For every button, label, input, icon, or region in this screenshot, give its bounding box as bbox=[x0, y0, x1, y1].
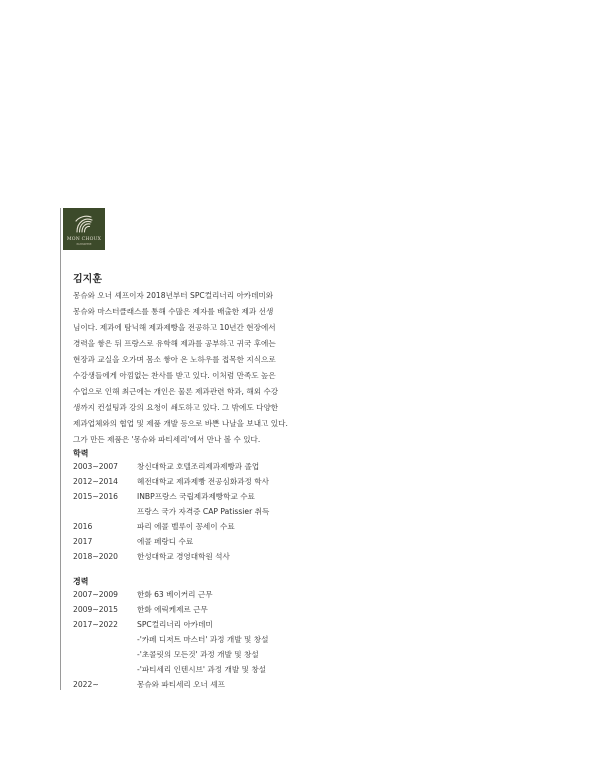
education-row bbox=[73, 534, 303, 549]
career-desc: SPC컬리너리 아카데미 bbox=[137, 620, 213, 629]
education-year: 2016 bbox=[73, 522, 93, 531]
education-year: 2012~2014 bbox=[73, 477, 119, 486]
education-year: 2015~2016 bbox=[73, 492, 119, 501]
bio-line: 수강생들에게 아낌없는 찬사를 받고 있다. 이처럼 만족도 높은 bbox=[73, 371, 276, 380]
bio-line: 현장과 교실을 오가며 몸소 쌓아 온 노하우를 접목한 지식으로 bbox=[73, 355, 276, 364]
education-desc: 혜전대학교 제과제빵 전공심화과정 학사 bbox=[137, 477, 269, 486]
career-row bbox=[73, 632, 303, 647]
education-desc: 한성대학교 경영대학원 석사 bbox=[137, 552, 230, 561]
education-row bbox=[73, 519, 303, 534]
career-desc: -'카페 디저트 마스터' 과정 개발 및 창설 bbox=[137, 635, 269, 644]
education-row bbox=[73, 549, 303, 564]
education-desc: 창신대학교 호텔조리제과제빵과 졸업 bbox=[137, 462, 260, 471]
bio-line: 몽슈와 오너 셰프이자 2018년부터 SPC컬리너리 아카데미와 bbox=[73, 291, 274, 300]
education-row bbox=[73, 474, 303, 489]
bio-line: 수업으로 인해 최근에는 개인은 물론 제과관련 학과, 해외 수강 bbox=[73, 387, 279, 396]
education-desc: 파리 에콜 벨루이 꽁세이 수료 bbox=[137, 522, 235, 531]
education-desc: 에콜 페랑디 수료 bbox=[137, 537, 194, 546]
career-year: 2009~2015 bbox=[73, 605, 119, 614]
education-row bbox=[73, 459, 303, 474]
bio-line: 그가 만든 제품은 '몽슈와 파티세리'에서 만나 볼 수 있다. bbox=[73, 435, 261, 444]
bio-line: 님이다. 제과에 탐닉해 제과제빵을 전공하고 10년간 현장에서 bbox=[73, 323, 276, 332]
education-heading: 학력 bbox=[73, 449, 89, 458]
career-row bbox=[73, 617, 303, 632]
logo-tagline: PATISSERIE bbox=[76, 243, 92, 246]
education-desc: INBP프랑스 국립제과제빵학교 수료 bbox=[137, 492, 255, 501]
career-desc: -'초콜릿의 모든것' 과정 개발 및 창설 bbox=[137, 650, 259, 659]
career-row bbox=[73, 662, 303, 677]
bio-line: 경력을 쌓은 뒤 프랑스로 유학해 제과를 공부하고 귀국 후에는 bbox=[73, 339, 276, 348]
chef-name: 김지훈 bbox=[73, 274, 102, 285]
education-list bbox=[73, 459, 303, 564]
logo-brand-text: MON CHOUX bbox=[66, 237, 102, 242]
career-row bbox=[73, 647, 303, 662]
career-desc: 한화 63 베이커리 근무 bbox=[137, 590, 213, 599]
bio-paragraph bbox=[73, 288, 295, 448]
career-list bbox=[73, 587, 303, 692]
education-year: 2003~2007 bbox=[73, 462, 119, 471]
career-row bbox=[73, 602, 303, 617]
career-desc: 한화 에릭케제르 근무 bbox=[137, 605, 208, 614]
bio-line: 몽슈와 마스터클래스를 통해 수많은 제자를 배출한 제과 선생 bbox=[73, 307, 274, 316]
mon-choux-logo bbox=[63, 208, 105, 250]
career-row bbox=[73, 587, 303, 602]
career-year: 2022~ bbox=[73, 680, 99, 689]
career-year: 2007~2009 bbox=[73, 590, 119, 599]
education-desc: 프랑스 국가 자격증 CAP Patissier 취득 bbox=[137, 507, 270, 516]
career-year: 2017~2022 bbox=[73, 620, 119, 629]
margin-rule bbox=[60, 208, 61, 690]
bio-line: 제과업체와의 협업 및 제품 개발 등으로 바쁜 나날을 보내고 있다. bbox=[73, 419, 288, 428]
career-desc: 몽슈와 파티세리 오너 셰프 bbox=[137, 680, 225, 689]
bio-line: 생까지 컨설팅과 강의 요청이 쇄도하고 있다. 그 밖에도 다양한 bbox=[73, 403, 279, 412]
career-heading: 경력 bbox=[73, 577, 89, 586]
education-row bbox=[73, 504, 303, 519]
education-year: 2017 bbox=[73, 537, 93, 546]
career-desc: -'파티세리 인텐시브' 과정 개발 및 창설 bbox=[137, 665, 267, 674]
education-year: 2018~2020 bbox=[73, 552, 119, 561]
education-row bbox=[73, 489, 303, 504]
career-row bbox=[73, 677, 303, 692]
